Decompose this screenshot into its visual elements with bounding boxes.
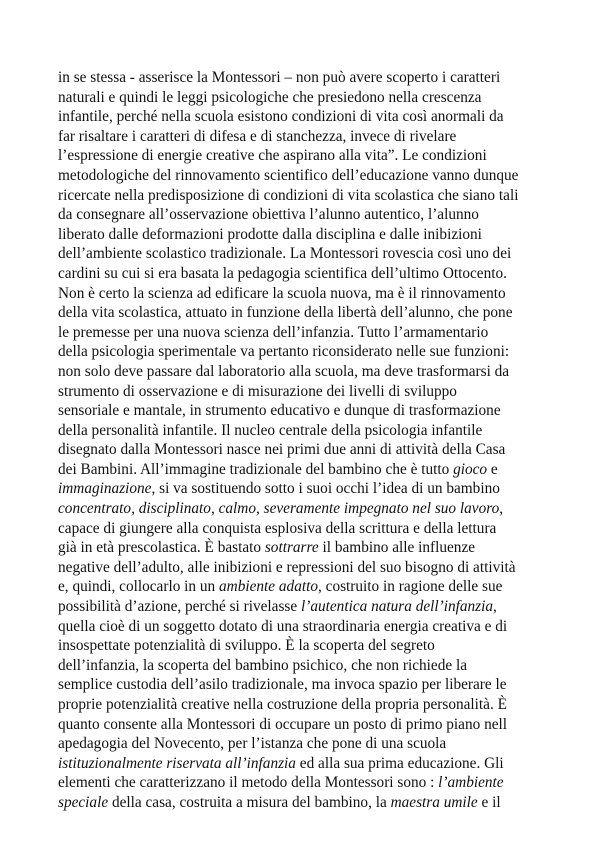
text-line <box>58 695 548 715</box>
text-span: , <box>493 598 497 616</box>
text-span: strumento di osservazione e di misurazione dei livelli di sviluppo <box>58 382 457 400</box>
text-line <box>58 577 548 597</box>
text-line <box>58 88 548 108</box>
text-span: naturali e quindi le leggi psicologiche che presiedono nella crescenza <box>58 88 482 106</box>
text-span: , <box>499 500 504 518</box>
text-line <box>58 440 548 460</box>
text-span: semplice custodia dell’asilo tradizionale, ma invoca spazio per liberare le <box>58 676 507 694</box>
text-line <box>58 362 548 382</box>
text-span: capace di giungere alla conquista esplosiva della scrittura e della lettura <box>58 519 497 537</box>
text-line <box>58 264 548 284</box>
text-span: , costruito in ragione delle sue <box>318 578 503 596</box>
text-line <box>58 597 548 617</box>
text-line <box>58 636 548 656</box>
italic-span: istituzionalmente riservata all’infanzia <box>58 754 296 772</box>
text-span: della personalità infantile. Il nucleo centrale della psicologia infantile <box>58 421 483 439</box>
text-line <box>58 421 548 441</box>
italic-span: ambiente adatto <box>219 578 319 596</box>
text-span: possibilità d’azione, perché si rivelasse <box>58 598 301 616</box>
text-span: negative dell’adulto, alle inibizioni e repressioni del suo bisogno di attività <box>58 558 516 576</box>
text-span: già in età prescolastica. È bastato <box>58 539 265 557</box>
italic-span: sottrarre <box>264 539 319 557</box>
italic-span: speciale <box>58 793 109 811</box>
text-span: e il <box>477 793 501 811</box>
text-line <box>58 558 548 578</box>
text-line <box>58 225 548 245</box>
text-span: , si va sostituendo sotto i suoi occhi l’idea di un bambino <box>151 480 500 498</box>
text-span: metodologiche del rinnovamento scientifico dell’educazione vanno dunque <box>58 166 519 184</box>
text-span: e, quindi, collocarlo in un <box>58 578 220 596</box>
text-line <box>58 773 548 793</box>
text-span: quella cioè di un soggetto dotato di una straordinaria energia creativa e di <box>58 617 508 635</box>
text-line <box>58 146 548 166</box>
text-line <box>58 303 548 323</box>
text-span: Non è certo la scienza ad edificare la scuola nuova, ma è il rinnovamento <box>58 284 506 302</box>
text-span: il bambino alle influenze <box>318 539 476 557</box>
text-span: disegnato dalla Montessori nasce nei primi due anni di attività della Casa <box>58 441 506 459</box>
text-line <box>58 715 548 735</box>
text-span: e <box>487 460 498 478</box>
text-line <box>58 479 548 499</box>
text-span: insospettate potenzialità di sviluppo. È la scoperta del segreto <box>58 637 435 655</box>
text-span: proprie potenzialità creative nella costruzione della propria personalità. È <box>58 696 507 713</box>
text-span: le premesse per una nuova scienza dell’infanzia. Tutto l’armamentario <box>58 323 489 341</box>
text-span: sensoriale e mantale, in strumento educativo e dunque di trasformazione <box>58 402 501 420</box>
text-line <box>58 675 548 695</box>
text-line <box>58 656 548 676</box>
text-line <box>58 538 548 558</box>
text-line <box>58 382 548 402</box>
text-span: apedagogia del Novecento, per l’istanza che pone di una scuola <box>58 735 447 753</box>
text-span: della casa, costruita a misura del bambino, la <box>108 793 391 811</box>
italic-span: l’ambiente <box>438 774 504 792</box>
text-line <box>58 793 548 813</box>
text-line <box>58 205 548 225</box>
text-line <box>58 460 548 480</box>
text-span: cardini su cui si era basata la pedagogia scientifica dell’ultimo Ottocento. <box>58 264 507 282</box>
text-line <box>58 68 548 88</box>
text-line <box>58 323 548 343</box>
italic-span: concentrato, disciplinato, calmo, severamente impegnato nel suo lavoro <box>58 500 500 518</box>
text-line <box>58 401 548 421</box>
text-span: ed alla sua prima educazione. Gli <box>295 754 504 772</box>
text-line <box>58 166 548 186</box>
text-span: infantile, perché nella scuola esistono condizioni di vita così anormali da <box>58 108 504 126</box>
italic-span: immaginazione <box>58 480 152 498</box>
text-span: della vita scolastica, attuato in funzione della libertà dell’alunno, che pone <box>58 304 513 322</box>
text-line <box>58 127 548 147</box>
text-span: ricercate nella predisposizione di condizioni di vita scolastica che siano tali <box>58 186 519 204</box>
text-span: liberato dalle deformazioni prodotte dalla disciplina e dalle inibizioni <box>58 225 482 243</box>
text-span: della psicologia sperimentale va pertanto riconsiderato nelle sue funzioni: <box>58 343 510 361</box>
text-span: far risaltare i caratteri di difesa e di stanchezza, invece di rivelare <box>58 127 457 145</box>
text-line <box>58 284 548 304</box>
text-span: dell’ambiente scolastico tradizionale. La Montessori rovescia così uno dei <box>58 245 512 263</box>
text-span: in se stessa - asserisce la Montessori – non può avere scoperto i caratteri <box>58 69 501 86</box>
text-span: quanto consente alla Montessori di occupare un posto di primo piano nell <box>58 715 508 733</box>
text-line <box>58 244 548 264</box>
text-span: elementi che caratterizzano il metodo della Montessori sono : <box>58 774 439 792</box>
text-span: dell’infanzia, la scoperta del bambino psichico, che non richiede la <box>58 656 468 674</box>
italic-span: l’autentica natura dell’infanzia <box>300 598 494 616</box>
text-line <box>58 617 548 637</box>
text-line <box>58 734 548 754</box>
text-line <box>58 186 548 206</box>
text-line <box>58 342 548 362</box>
text-span: non solo deve passare dal laboratorio alla scuola, ma deve trasformarsi da <box>58 362 510 380</box>
text-line <box>58 107 548 127</box>
text-span: da consegnare all’osservazione obiettiva l’alunno autentico, l’alunno <box>58 206 479 224</box>
body-text <box>58 68 548 813</box>
italic-span: maestra umile <box>390 793 478 811</box>
text-span: dei Bambini. All’immagine tradizionale del bambino che è tutto <box>58 460 454 478</box>
italic-span: gioco <box>453 460 488 478</box>
text-line <box>58 519 548 539</box>
text-line <box>58 754 548 774</box>
text-span: l’espressione di energie creative che aspirano alla vita”. Le condizioni <box>58 147 487 165</box>
text-line <box>58 499 548 519</box>
